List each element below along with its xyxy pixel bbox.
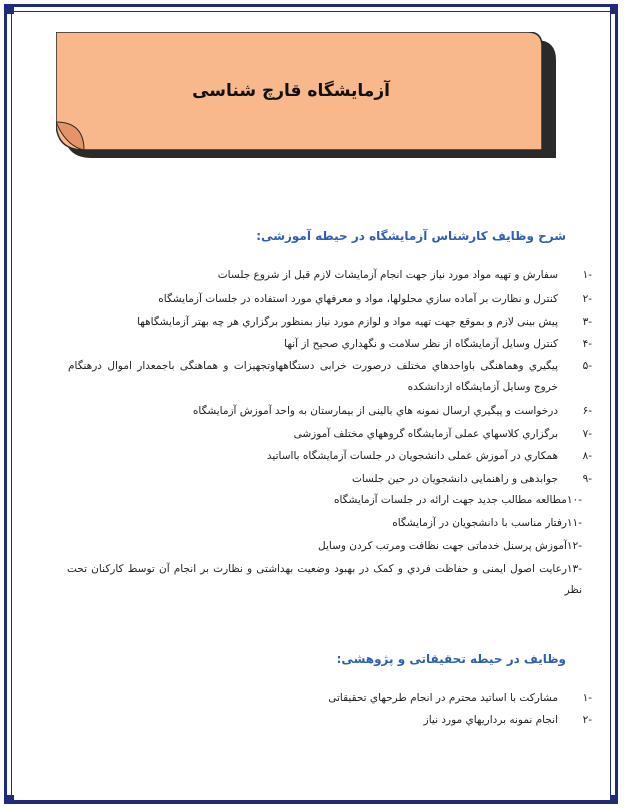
border-corner (610, 6, 618, 14)
list-item-number: -۱ (582, 269, 592, 281)
list-item-text: کنترل و نظارت بر آماده سازي محلولها، مواد و معرفهاي مورد استفاده در جلسات آزمایشگاه (158, 293, 558, 305)
list-item-text: برگزاري کلاسهاي عملی آزمایشگاه گروههاي مختلف آموزشی (293, 428, 558, 440)
list-item-text: انجام نمونه برداریهاي مورد نیاز (423, 714, 558, 726)
list-item-text: درخواست و پیگیري ارسال نمونه هاي بالینی از بیمارستان به واحد آموزش آزمایشگاه (192, 405, 558, 417)
list-item-text: پیش بینی لازم و بموقع جهت تهیه مواد و لوازم مورد نیاز بمنظور برگزاري هر چه بهتر آزمایشگاهها (137, 316, 558, 328)
list-item (158, 292, 592, 306)
section-heading-education: شرح وظایف کارشناس آزمایشگاه در حیطه آموزشی: (256, 229, 566, 243)
list-item-text: آموزش پرسنل خدماتی جهت نظافت ومرتب کردن وسایل (318, 540, 567, 552)
list-item (392, 516, 582, 530)
list-item (284, 337, 592, 351)
list-item (67, 559, 582, 601)
list-item-text: سفارش و تهیه مواد مورد نیاز جهت انجام آزمایشات لازم قبل از شروع جلسات (217, 269, 558, 281)
list-item-number: -۱۰ (566, 494, 582, 506)
list-item (351, 472, 592, 486)
list-item (293, 427, 592, 441)
list-item-number: -۹ (582, 473, 592, 485)
list-item (266, 449, 592, 463)
list-item-number: -۲ (582, 293, 592, 305)
list-item-number: -۳ (582, 316, 592, 328)
list-item-number: -۱ (582, 692, 592, 704)
list-item (68, 356, 592, 398)
list-item-number: -۱۱ (566, 517, 582, 529)
list-item (334, 493, 582, 507)
page-title: آزمایشگاه قارچ شناسی (192, 81, 390, 101)
list-item-text: مشارکت با اساتید محترم در انجام طرحهاي تحقیقاتی (328, 692, 558, 704)
section-heading-research: وظایف در حیطه تحقیقاتی و پژوهشی: (336, 652, 566, 666)
border-corner (6, 6, 14, 14)
list-item (192, 404, 592, 418)
list-item-number: -۱۳ (566, 563, 582, 575)
list-item-text: رفتار مناسب با دانشجویان در آزمایشگاه (392, 517, 567, 529)
list-item-text: پیگیري وهماهنگی باواحدهاي مختلف درصورت خرابی دستگاههاوتجهیزات و هماهنگی باجمعدار اموال درهنگام خروج وسایل آزمایشگاه ازدانشکده (68, 360, 558, 393)
list-item-text: همکاري در آموزش عملی دانشجویان در جلسات آزمایشگاه بااساتید (266, 450, 558, 462)
list-item (217, 268, 592, 282)
list-item-number: -۷ (582, 428, 592, 440)
list-item (137, 315, 592, 329)
list-item-number: -۱۲ (566, 540, 582, 552)
list-item (423, 713, 592, 727)
border-corner (6, 795, 14, 803)
border-corner (610, 795, 618, 803)
list-item (318, 539, 582, 553)
title-banner (56, 32, 564, 158)
list-item-number: -۲ (582, 714, 592, 726)
list-item-text: رعایت اصول ایمنی و حفاظت فردي و کمک در بهبود وضعیت بهداشتی و نظارت بر انجام آن توسط کارکنان تحت نظر (67, 563, 582, 596)
list-item (328, 691, 592, 705)
list-item-number: -۵ (582, 360, 592, 372)
list-item-text: کنترل وسایل آزمایشگاه از نظر سلامت و نگهداري صحیح از آنها (284, 338, 558, 350)
list-item-number: -۸ (582, 450, 592, 462)
list-item-text: جوابدهی و راهنمایی دانشجویان در حین جلسات (351, 473, 558, 485)
list-item-number: -۶ (582, 405, 592, 417)
list-item-text: مطالعه مطالب جدید جهت ارائه در جلسات آزمایشگاه (333, 494, 567, 506)
list-item-number: -۴ (582, 338, 592, 350)
